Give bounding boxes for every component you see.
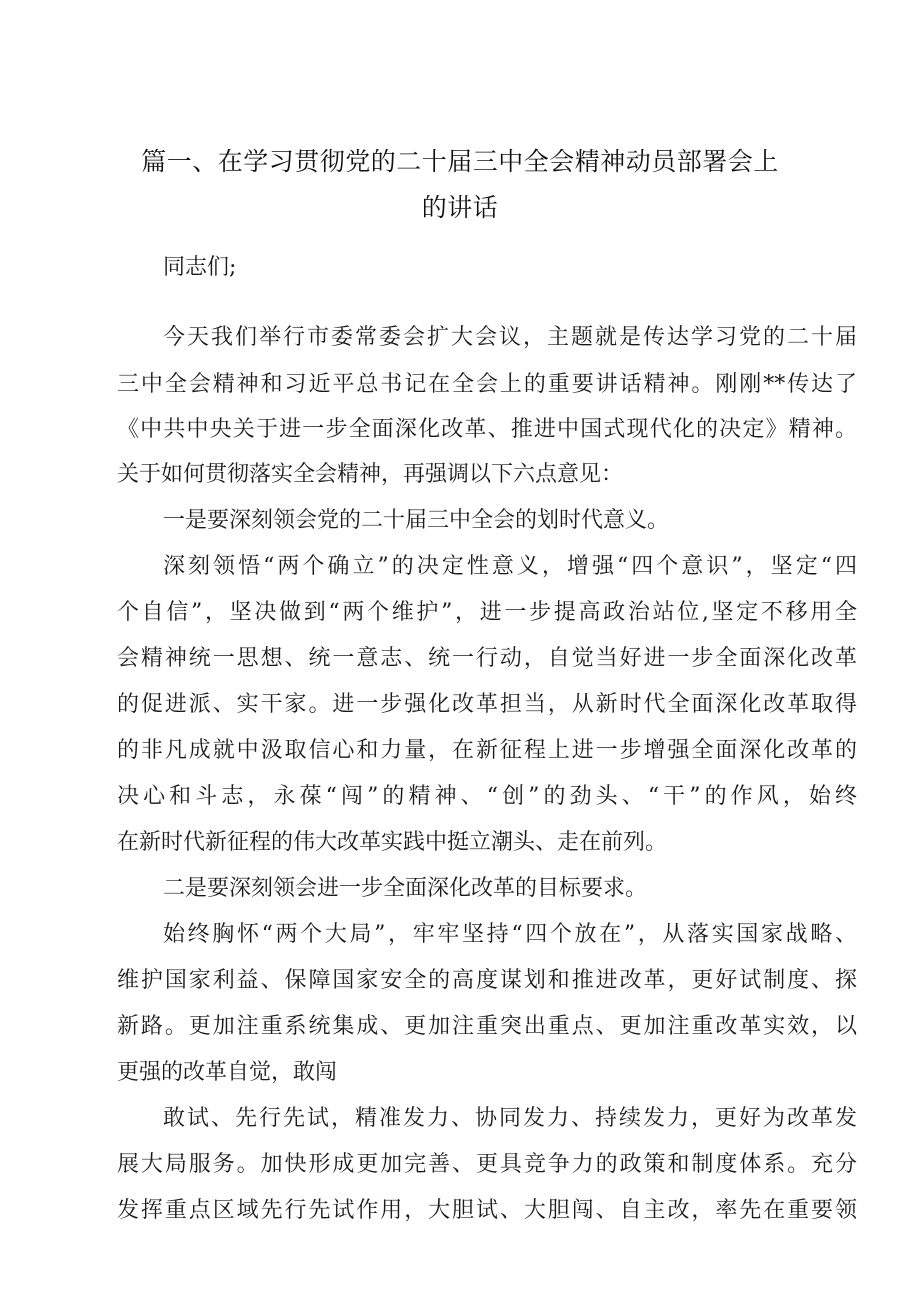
paragraph-line: 会精神统一思想、统一意志、统一行动，自觉当好进一步全面深化改革 [117,646,857,671]
document-title-line-1: 篇一、在学习贯彻党的二十届三中全会精神动员部署会上 [141,147,779,176]
paragraph-line: 更强的改革自觉，敢闯 [117,1060,338,1085]
paragraph-line: 今天我们举行市委常委会扩大会议，主题就是传达学习党的二十届 [163,325,857,350]
paragraph-line: 敢试、先行先试，精准发力、协同发力、持续发力，更好为改革发 [163,1106,857,1131]
document-title-line-2: 的讲话 [421,193,499,222]
paragraph-line: 个自信”，坚决做到“两个维护”，进一步提高政治站位,坚定不移用全 [117,600,857,625]
paragraph-line: 的促进派、实干家。进一步强化改革担当，从新时代全面深化改革取得 [117,692,857,717]
paragraph-line: 展大局服务。加快形成更加完善、更具竞争力的政策和制度体系。充分 [117,1152,857,1177]
section-heading-2: 二是要深刻领会进一步全面深化改革的目标要求。 [163,876,648,901]
paragraph-line: 始终胸怀“两个大局”，牢牢坚持“四个放在”，从落实国家战略、 [163,922,857,947]
paragraph-line: 《中共中央关于进一步全面深化改革、推进中国式现代化的决定》精神。 [117,417,857,442]
paragraph-line: 的非凡成就中汲取信心和力量，在新征程上进一步增强全面深化改革的 [117,738,857,763]
paragraph-line: 三中全会精神和习近平总书记在全会上的重要讲话精神。刚刚**传达了 [117,372,857,397]
paragraph-line: 维护国家利益、保障国家安全的高度谋划和推进改革，更好试制度、探 [117,968,857,993]
paragraph-line: 在新时代新征程的伟大改革实践中挺立潮头、走在前列。 [117,830,668,855]
section-heading-1: 一是要深刻领会党的二十届三中全会的划时代意义。 [163,508,670,533]
paragraph-line: 新路。更加注重系统集成、更加注重突出重点、更加注重改革实效，以 [117,1014,857,1039]
salutation: 同志们; [163,255,237,280]
paragraph-line: 关于如何贯彻落实全会精神，再强调以下六点意见： [117,462,624,487]
paragraph-line: 决心和斗志，永葆“闯”的精神、“创”的劲头、“干”的作风，始终 [117,784,857,809]
paragraph-line: 发挥重点区域先行先试作用，大胆试、大胆闯、自主改，率先在重要领 [117,1198,857,1223]
paragraph-line: 深刻领悟“两个确立”的决定性意义，增强“四个意识”，坚定“四 [163,554,857,579]
